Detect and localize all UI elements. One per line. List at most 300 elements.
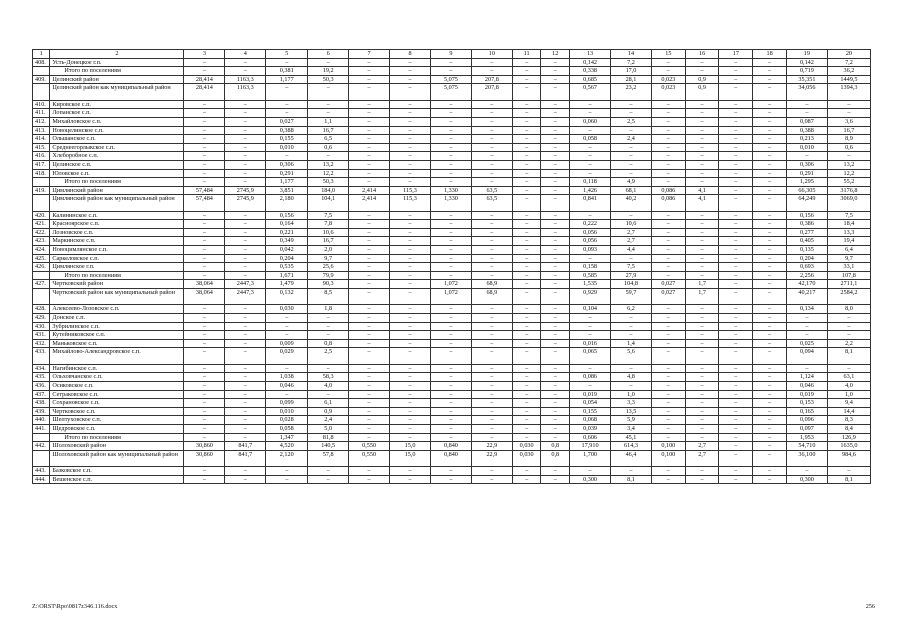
value-cell: 2,2 bbox=[827, 339, 870, 348]
value-cell: – bbox=[512, 84, 541, 100]
value-cell: – bbox=[685, 263, 719, 272]
value-cell: 1,038 bbox=[266, 373, 308, 382]
value-cell: 0,058 bbox=[570, 135, 611, 144]
value-cell: – bbox=[651, 416, 685, 425]
row-number: 440. bbox=[33, 416, 50, 425]
value-cell: – bbox=[349, 390, 390, 399]
value-cell: 0,009 bbox=[266, 339, 308, 348]
value-cell: – bbox=[651, 117, 685, 126]
value-cell: 0,039 bbox=[570, 424, 611, 433]
value-cell: 0,222 bbox=[570, 220, 611, 229]
value-cell: – bbox=[512, 364, 541, 373]
value-cell: – bbox=[685, 117, 719, 126]
value-cell: 126,9 bbox=[827, 433, 870, 442]
value-cell: – bbox=[685, 246, 719, 255]
value-cell: 1,7 bbox=[685, 280, 719, 289]
value-cell: – bbox=[651, 364, 685, 373]
value-cell: – bbox=[786, 100, 827, 109]
value-cell: 1,7 bbox=[685, 289, 719, 305]
value-cell: – bbox=[512, 143, 541, 152]
value-cell: – bbox=[541, 322, 570, 331]
value-cell: – bbox=[611, 109, 652, 118]
value-cell: 63,5 bbox=[471, 195, 512, 211]
value-cell: – bbox=[430, 271, 471, 280]
value-cell: – bbox=[225, 475, 266, 484]
value-cell: – bbox=[685, 100, 719, 109]
value-cell: – bbox=[512, 424, 541, 433]
value-cell: – bbox=[349, 280, 390, 289]
value-cell: – bbox=[308, 84, 349, 100]
value-cell: – bbox=[570, 467, 611, 476]
value-cell: – bbox=[471, 305, 512, 314]
value-cell: – bbox=[719, 271, 753, 280]
row-number: 428. bbox=[33, 305, 50, 314]
value-cell: 0,104 bbox=[570, 305, 611, 314]
value-cell: 5,0 bbox=[308, 424, 349, 433]
value-cell: – bbox=[541, 280, 570, 289]
value-cell: 7,5 bbox=[827, 211, 870, 220]
value-cell: – bbox=[184, 237, 225, 246]
value-cell: – bbox=[753, 100, 787, 109]
value-cell: – bbox=[184, 433, 225, 442]
table-row bbox=[33, 373, 871, 382]
value-cell: – bbox=[390, 390, 431, 399]
header-cell: 4 bbox=[225, 50, 266, 59]
value-cell: – bbox=[184, 160, 225, 169]
value-cell: – bbox=[541, 289, 570, 305]
row-number: 439. bbox=[33, 407, 50, 416]
value-cell: – bbox=[685, 416, 719, 425]
header-cell: 10 bbox=[471, 50, 512, 59]
value-cell: – bbox=[266, 58, 308, 67]
value-cell: – bbox=[753, 475, 787, 484]
value-cell: 0,019 bbox=[786, 390, 827, 399]
table-row bbox=[33, 339, 871, 348]
value-cell: – bbox=[753, 348, 787, 364]
value-cell: – bbox=[225, 339, 266, 348]
value-cell: 0,023 bbox=[651, 84, 685, 100]
value-cell: – bbox=[390, 117, 431, 126]
value-cell: – bbox=[753, 195, 787, 211]
value-cell: – bbox=[719, 450, 753, 466]
value-cell: – bbox=[390, 237, 431, 246]
value-cell: – bbox=[685, 322, 719, 331]
table-row bbox=[33, 442, 871, 451]
value-cell: – bbox=[753, 305, 787, 314]
value-cell: 2447,3 bbox=[225, 289, 266, 305]
footer-page-number: 256 bbox=[865, 603, 875, 610]
value-cell: – bbox=[430, 390, 471, 399]
value-cell: 0,135 bbox=[786, 246, 827, 255]
value-cell: 2,120 bbox=[266, 450, 308, 466]
value-cell: 1,479 bbox=[266, 280, 308, 289]
row-name: Целинский район как муниципальный район bbox=[50, 84, 184, 100]
value-cell: 13,3 bbox=[827, 228, 870, 237]
value-cell: 0,016 bbox=[570, 339, 611, 348]
value-cell: 0,306 bbox=[786, 160, 827, 169]
value-cell: – bbox=[471, 100, 512, 109]
table-row bbox=[33, 314, 871, 323]
row-name: Лопанское с.п. bbox=[50, 109, 184, 118]
value-cell: – bbox=[541, 143, 570, 152]
value-cell: – bbox=[753, 442, 787, 451]
header-cell: 19 bbox=[786, 50, 827, 59]
value-cell: 9,7 bbox=[827, 254, 870, 263]
value-cell: 841,7 bbox=[225, 442, 266, 451]
value-cell: 9,7 bbox=[308, 254, 349, 263]
row-name: Хлеборобное с.п. bbox=[50, 152, 184, 161]
value-cell: – bbox=[651, 322, 685, 331]
value-cell: – bbox=[786, 467, 827, 476]
value-cell: 0,056 bbox=[570, 228, 611, 237]
value-cell: 13,2 bbox=[827, 160, 870, 169]
value-cell: – bbox=[719, 381, 753, 390]
value-cell: – bbox=[430, 305, 471, 314]
value-cell: – bbox=[827, 152, 870, 161]
value-cell: 0,100 bbox=[651, 450, 685, 466]
value-cell: – bbox=[541, 237, 570, 246]
row-number: 427. bbox=[33, 280, 50, 289]
value-cell: – bbox=[471, 237, 512, 246]
value-cell: – bbox=[184, 126, 225, 135]
value-cell: 0,550 bbox=[349, 450, 390, 466]
value-cell: – bbox=[512, 109, 541, 118]
value-cell: 19,2 bbox=[308, 67, 349, 76]
value-cell: – bbox=[512, 228, 541, 237]
value-cell: – bbox=[611, 331, 652, 340]
value-cell: 27,9 bbox=[611, 271, 652, 280]
value-cell: 0,204 bbox=[266, 254, 308, 263]
value-cell: 4,4 bbox=[611, 246, 652, 255]
value-cell: – bbox=[570, 322, 611, 331]
value-cell: 0,719 bbox=[786, 67, 827, 76]
value-cell: – bbox=[827, 364, 870, 373]
row-name: Чертковский район как муниципальный район bbox=[50, 289, 184, 305]
value-cell: – bbox=[685, 109, 719, 118]
value-cell: 38,064 bbox=[184, 289, 225, 305]
table-row bbox=[33, 263, 871, 272]
value-cell: – bbox=[541, 228, 570, 237]
value-cell: – bbox=[471, 416, 512, 425]
row-number: 438. bbox=[33, 399, 50, 408]
value-cell: – bbox=[512, 289, 541, 305]
value-cell: 4,1 bbox=[685, 186, 719, 195]
value-cell: – bbox=[471, 169, 512, 178]
value-cell: – bbox=[685, 143, 719, 152]
value-cell: – bbox=[651, 220, 685, 229]
value-cell: – bbox=[390, 67, 431, 76]
row-name: Чертковское с.п. bbox=[50, 407, 184, 416]
value-cell: 57,484 bbox=[184, 186, 225, 195]
value-cell: – bbox=[471, 143, 512, 152]
value-cell: – bbox=[719, 280, 753, 289]
table-row bbox=[33, 237, 871, 246]
value-cell: – bbox=[651, 424, 685, 433]
row-name: Сетраковское с.п. bbox=[50, 390, 184, 399]
value-cell: – bbox=[786, 314, 827, 323]
value-cell: – bbox=[685, 390, 719, 399]
value-cell: – bbox=[570, 211, 611, 220]
value-cell: 0,213 bbox=[786, 135, 827, 144]
value-cell: 4,0 bbox=[827, 381, 870, 390]
value-cell: 33,1 bbox=[827, 263, 870, 272]
value-cell: – bbox=[430, 152, 471, 161]
value-cell: – bbox=[611, 169, 652, 178]
value-cell: – bbox=[349, 67, 390, 76]
value-cell: – bbox=[753, 254, 787, 263]
row-name: Шептуховское с.п. bbox=[50, 416, 184, 425]
value-cell: 0,096 bbox=[786, 416, 827, 425]
row-number: 418. bbox=[33, 169, 50, 178]
table-row bbox=[33, 220, 871, 229]
value-cell: – bbox=[651, 373, 685, 382]
value-cell: – bbox=[471, 254, 512, 263]
value-cell: 614,3 bbox=[611, 442, 652, 451]
value-cell: 1,124 bbox=[786, 373, 827, 382]
value-cell: 8,1 bbox=[827, 475, 870, 484]
value-cell: – bbox=[719, 263, 753, 272]
value-cell: – bbox=[541, 211, 570, 220]
value-cell: 0,060 bbox=[570, 117, 611, 126]
row-number: 412. bbox=[33, 117, 50, 126]
value-cell: 2,180 bbox=[266, 195, 308, 211]
table-row bbox=[33, 75, 871, 84]
value-cell: – bbox=[184, 263, 225, 272]
value-cell: – bbox=[753, 381, 787, 390]
value-cell: – bbox=[349, 348, 390, 364]
value-cell: 0,9 bbox=[685, 75, 719, 84]
value-cell: – bbox=[225, 169, 266, 178]
row-name: Саркеловское с.п. bbox=[50, 254, 184, 263]
value-cell: 0,221 bbox=[266, 228, 308, 237]
value-cell: 0,027 bbox=[651, 289, 685, 305]
value-cell: – bbox=[390, 109, 431, 118]
value-cell: – bbox=[685, 373, 719, 382]
value-cell: – bbox=[753, 390, 787, 399]
row-name: Кутейниковское с.п. bbox=[50, 331, 184, 340]
value-cell: – bbox=[390, 220, 431, 229]
value-cell: – bbox=[349, 75, 390, 84]
value-cell: – bbox=[349, 58, 390, 67]
value-cell: 0,300 bbox=[570, 475, 611, 484]
value-cell: 0,405 bbox=[786, 237, 827, 246]
value-cell: – bbox=[390, 100, 431, 109]
row-name: Цимлянское г.п. bbox=[50, 263, 184, 272]
value-cell: 0,086 bbox=[570, 373, 611, 382]
header-cell: 14 bbox=[611, 50, 652, 59]
value-cell: 0,388 bbox=[786, 126, 827, 135]
value-cell: – bbox=[184, 220, 225, 229]
value-cell: – bbox=[390, 348, 431, 364]
value-cell: – bbox=[430, 314, 471, 323]
value-cell: – bbox=[349, 331, 390, 340]
value-cell: – bbox=[719, 475, 753, 484]
table-row bbox=[33, 289, 871, 305]
value-cell: 0,028 bbox=[266, 416, 308, 425]
value-cell: – bbox=[651, 254, 685, 263]
value-cell: – bbox=[753, 339, 787, 348]
value-cell: 0,840 bbox=[430, 450, 471, 466]
value-cell: – bbox=[651, 228, 685, 237]
value-cell: – bbox=[184, 305, 225, 314]
value-cell: – bbox=[471, 331, 512, 340]
value-cell: – bbox=[541, 373, 570, 382]
value-cell: – bbox=[753, 169, 787, 178]
value-cell: – bbox=[349, 381, 390, 390]
value-cell: 1,295 bbox=[786, 178, 827, 187]
value-cell: – bbox=[570, 126, 611, 135]
row-number bbox=[33, 450, 50, 466]
value-cell: – bbox=[390, 143, 431, 152]
row-number: 409. bbox=[33, 75, 50, 84]
value-cell: – bbox=[685, 152, 719, 161]
row-number: 425. bbox=[33, 254, 50, 263]
value-cell: 4,520 bbox=[266, 442, 308, 451]
row-name: Зубрилинское с.п. bbox=[50, 322, 184, 331]
value-cell: – bbox=[471, 314, 512, 323]
row-number bbox=[33, 271, 50, 280]
value-cell: – bbox=[184, 109, 225, 118]
value-cell: – bbox=[685, 467, 719, 476]
value-cell: – bbox=[349, 178, 390, 187]
value-cell: – bbox=[827, 331, 870, 340]
value-cell: – bbox=[308, 364, 349, 373]
value-cell: – bbox=[512, 126, 541, 135]
row-name: Щедровское с.п. bbox=[50, 424, 184, 433]
value-cell: 7,2 bbox=[611, 58, 652, 67]
value-cell: 35,351 bbox=[786, 75, 827, 84]
value-cell: – bbox=[651, 271, 685, 280]
value-cell: – bbox=[308, 467, 349, 476]
value-cell: 0,097 bbox=[786, 424, 827, 433]
value-cell: – bbox=[753, 75, 787, 84]
value-cell: 1,8 bbox=[308, 305, 349, 314]
row-name: Среднеегорлыкское с.п. bbox=[50, 143, 184, 152]
value-cell: – bbox=[719, 67, 753, 76]
value-cell: – bbox=[611, 211, 652, 220]
value-cell: 66,305 bbox=[786, 186, 827, 195]
value-cell: – bbox=[184, 373, 225, 382]
value-cell: – bbox=[685, 228, 719, 237]
value-cell: – bbox=[390, 467, 431, 476]
value-cell: – bbox=[390, 75, 431, 84]
value-cell: 0,027 bbox=[266, 117, 308, 126]
row-number: 442. bbox=[33, 442, 50, 451]
value-cell: 90,3 bbox=[308, 280, 349, 289]
value-cell: – bbox=[184, 364, 225, 373]
value-cell: – bbox=[753, 84, 787, 100]
value-cell: 8,3 bbox=[827, 416, 870, 425]
value-cell: – bbox=[430, 339, 471, 348]
value-cell: – bbox=[430, 178, 471, 187]
value-cell: – bbox=[184, 314, 225, 323]
value-cell: 0,058 bbox=[266, 424, 308, 433]
value-cell: – bbox=[753, 211, 787, 220]
value-cell: – bbox=[349, 263, 390, 272]
value-cell: – bbox=[570, 169, 611, 178]
row-name: Чертковский район bbox=[50, 280, 184, 289]
value-cell: – bbox=[685, 178, 719, 187]
value-cell: – bbox=[512, 254, 541, 263]
row-number: 434. bbox=[33, 364, 50, 373]
value-cell: – bbox=[753, 178, 787, 187]
value-cell: – bbox=[471, 475, 512, 484]
value-cell: – bbox=[570, 100, 611, 109]
value-cell: – bbox=[471, 220, 512, 229]
value-cell: – bbox=[308, 100, 349, 109]
row-number bbox=[33, 433, 50, 442]
value-cell: 0,100 bbox=[651, 442, 685, 451]
value-cell: – bbox=[184, 399, 225, 408]
value-cell: 0,164 bbox=[266, 220, 308, 229]
table-row bbox=[33, 169, 871, 178]
value-cell: 22,9 bbox=[471, 442, 512, 451]
value-cell: – bbox=[225, 117, 266, 126]
row-number: 424. bbox=[33, 246, 50, 255]
value-cell: – bbox=[390, 331, 431, 340]
value-cell: – bbox=[541, 67, 570, 76]
value-cell: – bbox=[471, 373, 512, 382]
value-cell: – bbox=[753, 126, 787, 135]
row-name: Осиковское с.п. bbox=[50, 381, 184, 390]
value-cell: – bbox=[753, 186, 787, 195]
value-cell: 0,840 bbox=[430, 442, 471, 451]
table-row bbox=[33, 186, 871, 195]
value-cell: 55,2 bbox=[827, 178, 870, 187]
value-cell: – bbox=[471, 364, 512, 373]
value-cell: – bbox=[512, 152, 541, 161]
value-cell: – bbox=[225, 364, 266, 373]
value-cell: 7,2 bbox=[827, 58, 870, 67]
value-cell: – bbox=[541, 348, 570, 364]
value-cell: 6,5 bbox=[308, 135, 349, 144]
value-cell: – bbox=[390, 416, 431, 425]
row-number: 441. bbox=[33, 424, 50, 433]
value-cell: – bbox=[651, 246, 685, 255]
value-cell: – bbox=[184, 390, 225, 399]
data-table bbox=[32, 49, 871, 484]
value-cell: 0,9 bbox=[308, 407, 349, 416]
value-cell: 40,2 bbox=[611, 195, 652, 211]
value-cell: – bbox=[390, 381, 431, 390]
value-cell: 4,1 bbox=[685, 195, 719, 211]
row-name: Михайловское с.п. bbox=[50, 117, 184, 126]
value-cell: – bbox=[349, 220, 390, 229]
value-cell: – bbox=[308, 152, 349, 161]
table-row bbox=[33, 160, 871, 169]
value-cell: – bbox=[753, 220, 787, 229]
value-cell: – bbox=[266, 152, 308, 161]
value-cell: – bbox=[541, 246, 570, 255]
value-cell: – bbox=[349, 373, 390, 382]
row-name: Итого по поселениям bbox=[50, 433, 184, 442]
value-cell: 0,042 bbox=[266, 246, 308, 255]
value-cell: 0,6 bbox=[308, 143, 349, 152]
value-cell: – bbox=[512, 348, 541, 364]
value-cell: – bbox=[184, 424, 225, 433]
value-cell: 1,4 bbox=[611, 339, 652, 348]
value-cell: 2,414 bbox=[349, 195, 390, 211]
table-row bbox=[33, 178, 871, 187]
row-name: Итого по поселениям bbox=[50, 178, 184, 187]
value-cell: 4,0 bbox=[308, 381, 349, 390]
value-cell: – bbox=[184, 58, 225, 67]
value-cell: – bbox=[308, 390, 349, 399]
value-cell: – bbox=[512, 211, 541, 220]
value-cell: – bbox=[685, 364, 719, 373]
value-cell: – bbox=[753, 424, 787, 433]
table-row bbox=[33, 280, 871, 289]
